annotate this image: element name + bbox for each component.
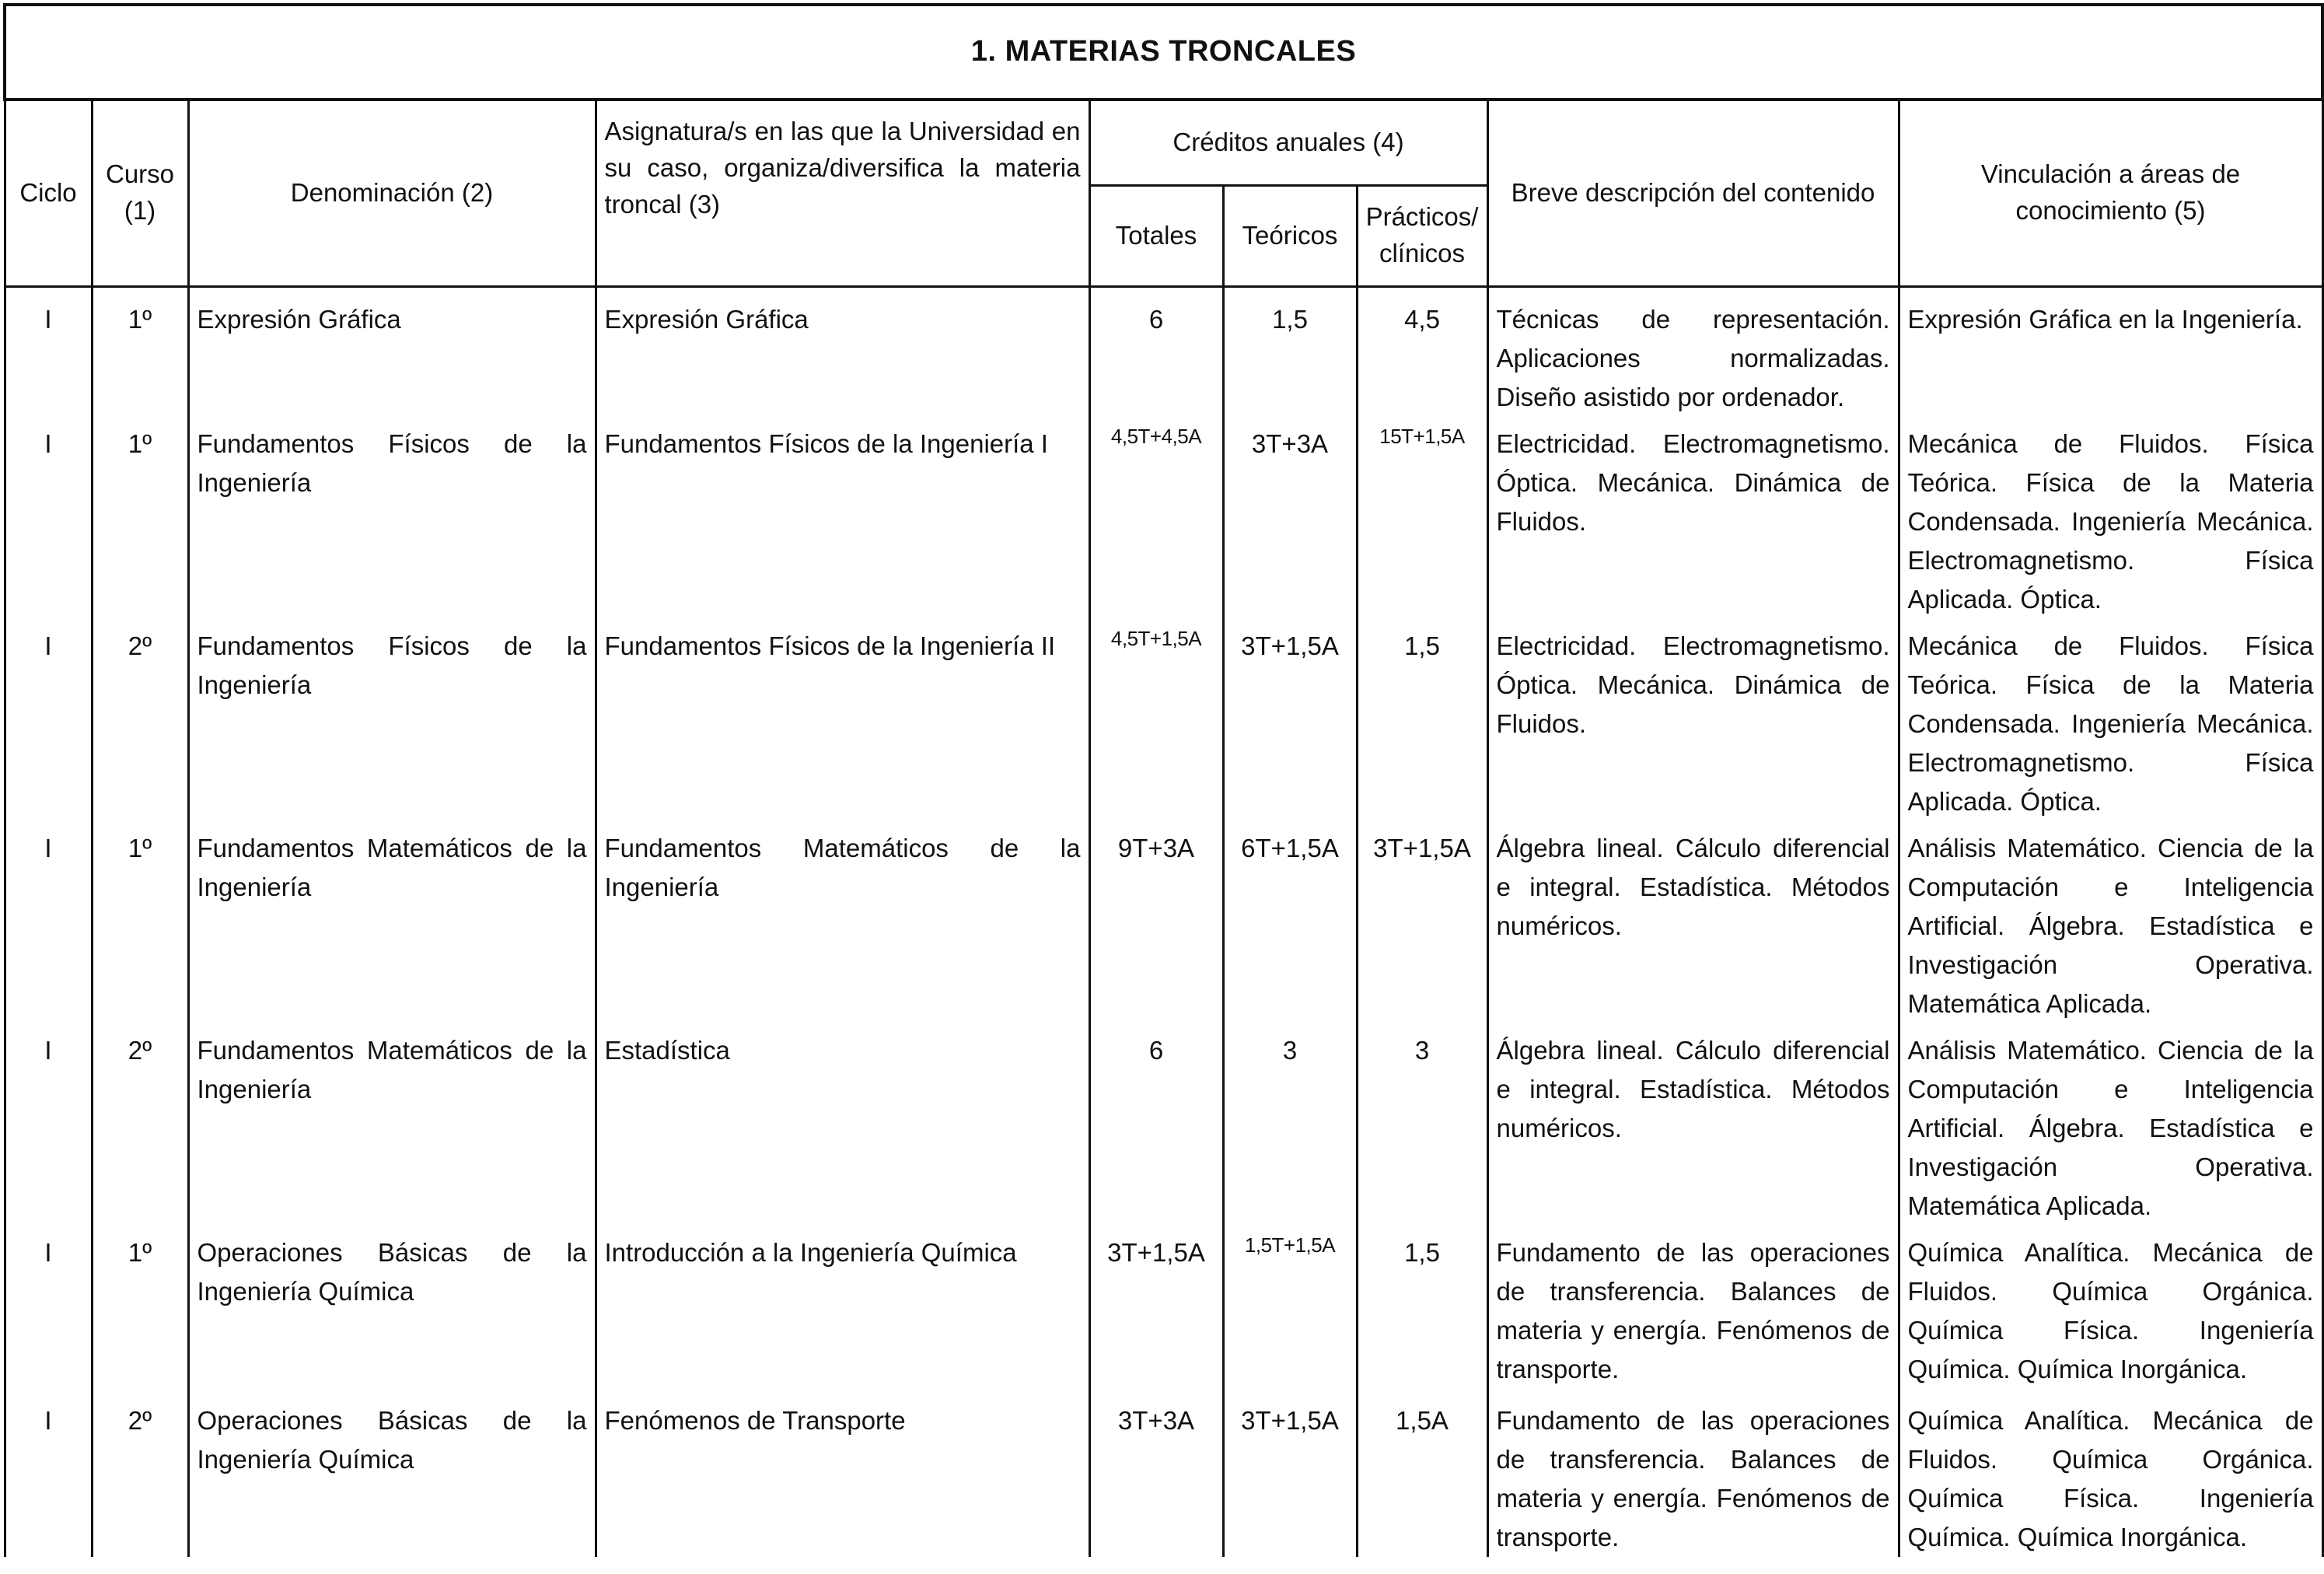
cell-vinculacion: Química Analítica. Mecánica de Fluidos. Química Orgánica. Química Física. Ingeniería Química. Química Inorgánica.	[1899, 1226, 2322, 1394]
cell-curso: 1º	[92, 286, 188, 417]
cell-vinculacion: Mecánica de Fluidos. Física Teórica. Física de la Materia Condensada. Ingeniería Mecánica. Electromagnetismo. Física Aplicada. Óptica.	[1899, 619, 2322, 821]
cell-denominacion: Operaciones Básicas de la Ingeniería Química	[188, 1226, 596, 1394]
cell-teoricos: 3T+1,5A	[1223, 619, 1357, 821]
cell-practicos: 3T+1,5A	[1357, 821, 1487, 1023]
cell-denominacion: Fundamentos Físicos de la Ingeniería	[188, 619, 596, 821]
cell-totales: 4,5T+4,5A	[1089, 417, 1223, 619]
cell-asignatura: Expresión Gráfica	[596, 286, 1089, 417]
cell-descripcion: Álgebra lineal. Cálculo diferencial e integral. Estadística. Métodos numéricos.	[1487, 1023, 1899, 1226]
cell-asignatura: Introducción a la Ingeniería Química	[596, 1226, 1089, 1394]
header-descripcion: Breve descripción del contenido	[1487, 100, 1899, 286]
cell-ciclo: I	[5, 417, 92, 619]
cell-vinculacion: Análisis Matemático. Ciencia de la Computación e Inteligencia Artificial. Álgebra. Estadística e Investigación Operativa. Matemática Aplicada.	[1899, 1023, 2322, 1226]
cell-vinculacion: Mecánica de Fluidos. Física Teórica. Física de la Materia Condensada. Ingeniería Mecánica. Electromagnetismo. Física Aplicada. Óptica.	[1899, 417, 2322, 619]
header-teoricos: Teóricos	[1223, 185, 1357, 286]
cell-teoricos: 6T+1,5A	[1223, 821, 1357, 1023]
header-totales: Totales	[1089, 185, 1223, 286]
table-row	[5, 821, 2322, 1023]
cell-totales: 6	[1089, 1023, 1223, 1226]
cell-practicos: 1,5	[1357, 1226, 1487, 1394]
cell-practicos: 4,5	[1357, 286, 1487, 417]
cell-asignatura: Fundamentos Físicos de la Ingeniería II	[596, 619, 1089, 821]
cell-descripcion: Fundamento de las operaciones de transferencia. Balances de materia y energía. Fenómenos de transporte.	[1487, 1394, 1899, 1557]
cell-descripcion: Álgebra lineal. Cálculo diferencial e integral. Estadística. Métodos numéricos.	[1487, 821, 1899, 1023]
cell-ciclo: I	[5, 286, 92, 417]
cell-teoricos: 1,5T+1,5A	[1223, 1226, 1357, 1394]
cell-descripcion: Técnicas de representación. Aplicaciones normalizadas. Diseño asistido por ordenador.	[1487, 286, 1899, 417]
table-row	[5, 1394, 2322, 1557]
cell-ciclo: I	[5, 619, 92, 821]
cell-ciclo: I	[5, 1023, 92, 1226]
cell-denominacion: Operaciones Básicas de la Ingeniería Química	[188, 1394, 596, 1557]
header-practicos: Prácticos/ clínicos	[1357, 185, 1487, 286]
header-asignatura: Asignatura/s en las que la Universidad en su caso, organiza/diversifica la materia troncal (3)	[596, 100, 1089, 286]
cell-curso: 1º	[92, 1226, 188, 1394]
cell-denominacion: Fundamentos Físicos de la Ingeniería	[188, 417, 596, 619]
header-creditos-anuales: Créditos anuales (4)	[1089, 100, 1487, 185]
cell-teoricos: 3T+1,5A	[1223, 1394, 1357, 1557]
cell-totales: 9T+3A	[1089, 821, 1223, 1023]
table-row	[5, 1226, 2322, 1394]
header-denominacion: Denominación (2)	[188, 100, 596, 286]
cell-teoricos: 1,5	[1223, 286, 1357, 417]
cell-practicos: 15T+1,5A	[1357, 417, 1487, 619]
cell-vinculacion: Análisis Matemático. Ciencia de la Computación e Inteligencia Artificial. Álgebra. Estadística e Investigación Operativa. Matemática Aplicada.	[1899, 821, 2322, 1023]
cell-curso: 2º	[92, 1394, 188, 1557]
cell-ciclo: I	[5, 1226, 92, 1394]
cell-vinculacion: Expresión Gráfica en la Ingeniería.	[1899, 286, 2322, 417]
header-vinculacion: Vinculación a áreas de conocimiento (5)	[1899, 100, 2322, 286]
cell-denominacion: Fundamentos Matemáticos de la Ingeniería	[188, 821, 596, 1023]
cell-asignatura: Fundamentos Matemáticos de la Ingeniería	[596, 821, 1089, 1023]
header-curso: Curso (1)	[92, 100, 188, 286]
header-ciclo: Ciclo	[5, 100, 92, 286]
cell-totales: 6	[1089, 286, 1223, 417]
cell-denominacion: Expresión Gráfica	[188, 286, 596, 417]
materias-troncales-table	[3, 3, 2324, 1557]
cell-practicos: 1,5A	[1357, 1394, 1487, 1557]
cell-teoricos: 3	[1223, 1023, 1357, 1226]
table-row	[5, 619, 2322, 821]
cell-descripcion: Electricidad. Electromagnetismo. Óptica. Mecánica. Dinámica de Fluidos.	[1487, 417, 1899, 619]
cell-curso: 1º	[92, 417, 188, 619]
cell-curso: 2º	[92, 1023, 188, 1226]
cell-practicos: 1,5	[1357, 619, 1487, 821]
cell-totales: 4,5T+1,5A	[1089, 619, 1223, 821]
cell-totales: 3T+3A	[1089, 1394, 1223, 1557]
cell-teoricos: 3T+3A	[1223, 417, 1357, 619]
cell-ciclo: I	[5, 1394, 92, 1557]
cell-totales: 3T+1,5A	[1089, 1226, 1223, 1394]
cell-asignatura: Estadística	[596, 1023, 1089, 1226]
cell-curso: 1º	[92, 821, 188, 1023]
table-row	[5, 1023, 2322, 1226]
cell-asignatura: Fundamentos Físicos de la Ingeniería I	[596, 417, 1089, 619]
cell-practicos: 3	[1357, 1023, 1487, 1226]
cell-descripcion: Electricidad. Electromagnetismo. Óptica. Mecánica. Dinámica de Fluidos.	[1487, 619, 1899, 821]
cell-vinculacion: Química Analítica. Mecánica de Fluidos. Química Orgánica. Química Física. Ingeniería Química. Química Inorgánica.	[1899, 1394, 2322, 1557]
cell-curso: 2º	[92, 619, 188, 821]
table-row	[5, 286, 2322, 417]
table-title: 1. MATERIAS TRONCALES	[5, 5, 2322, 100]
materias-troncales-document	[3, 3, 2321, 1557]
cell-descripcion: Fundamento de las operaciones de transferencia. Balances de materia y energía. Fenómenos de transporte.	[1487, 1226, 1899, 1394]
cell-asignatura: Fenómenos de Transporte	[596, 1394, 1089, 1557]
table-row	[5, 417, 2322, 619]
cell-denominacion: Fundamentos Matemáticos de la Ingeniería	[188, 1023, 596, 1226]
cell-ciclo: I	[5, 821, 92, 1023]
